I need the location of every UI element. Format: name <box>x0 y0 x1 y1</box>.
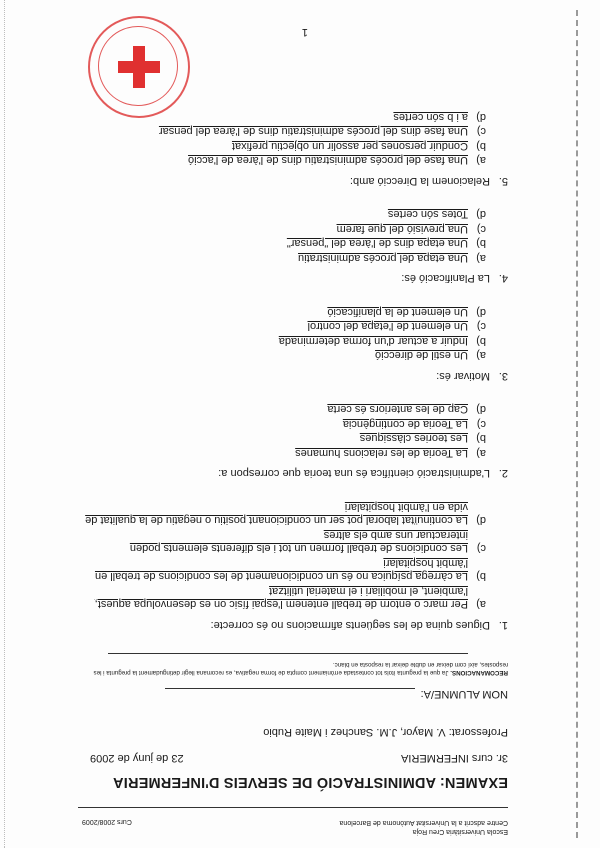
recommendations <box>78 660 508 676</box>
option-letter: b) <box>476 335 486 347</box>
answer-option[interactable] <box>78 124 486 138</box>
option-letter: a) <box>476 447 486 459</box>
option-text: Un element de la planificació <box>327 306 468 318</box>
option-letter: c) <box>476 418 486 430</box>
header-rule <box>78 807 508 808</box>
answer-option[interactable] <box>78 402 486 416</box>
question-2 <box>78 402 508 480</box>
question-stem <box>78 271 508 285</box>
answer-option[interactable] <box>78 556 486 583</box>
option-text: Induir a actuar d'un forma determinada <box>278 335 468 347</box>
exam-date: 23 de juny de 2009 <box>90 752 184 764</box>
question-3 <box>78 305 508 383</box>
question-number: 2. <box>498 467 508 480</box>
recommendations-label: RECOMANACIONS. <box>450 669 508 676</box>
student-name-label: NOM ALUMNE/A: <box>420 688 508 700</box>
question-1 <box>78 500 508 632</box>
answer-option[interactable] <box>78 500 486 527</box>
option-letter: d) <box>476 208 486 221</box>
page-edge <box>4 0 5 848</box>
answer-option[interactable] <box>78 251 486 265</box>
question-stem <box>78 174 508 188</box>
red-cross-icon-bar <box>118 61 160 73</box>
answer-option[interactable] <box>78 139 486 153</box>
answer-option[interactable] <box>78 305 486 319</box>
question-number: 5. <box>498 175 508 187</box>
answer-options <box>78 402 486 459</box>
answer-options <box>78 110 486 167</box>
option-text: Les teories clàssiques <box>359 432 468 445</box>
option-text: La Teoria de les relacions humanes <box>295 447 468 459</box>
option-letter: d) <box>476 111 486 123</box>
school-name: Escola Universitària Creu Roja <box>412 828 508 835</box>
option-letter: a) <box>476 598 486 611</box>
option-text: a i b són certes <box>393 111 468 123</box>
professors: Professorat: V. Mayor, J.M. Sanchez i Maite Rubio <box>263 726 508 738</box>
option-letter: d) <box>476 306 486 318</box>
answer-option[interactable] <box>78 348 486 362</box>
answer-option[interactable] <box>78 528 486 555</box>
exam-title: EXAMEN: ADMINISTRACIÓ DE SERVEIS D'INFERMERIA <box>112 774 508 790</box>
question-5 <box>78 110 508 188</box>
option-letter: c) <box>476 542 486 555</box>
answer-option[interactable] <box>78 236 486 250</box>
school-info <box>340 818 508 836</box>
question-text: Digues quina de les següents afirmacions no és correcte: <box>210 619 490 631</box>
option-text: Una etapa del procés administratiu <box>298 252 468 264</box>
recommendations-rule <box>108 653 468 654</box>
question-number: 1. <box>498 619 508 631</box>
question-text: La Planificació és: <box>401 272 490 285</box>
option-text: Una previsió del que farem <box>336 223 468 235</box>
question-text: Relacionem la Direcció amb: <box>350 175 490 187</box>
option-letter: b) <box>476 432 486 445</box>
option-letter: b) <box>476 570 486 583</box>
answer-option[interactable] <box>78 431 486 445</box>
option-text: Per marc o entorn de treball entenem l'espai físic on es desenvolupa aquest, l'ambient, el mobiliari i el material utilitzat <box>94 585 468 611</box>
option-letter: c) <box>476 125 486 138</box>
option-text: Totes són certes <box>387 208 468 221</box>
answer-option[interactable] <box>78 153 486 167</box>
option-text: Una fase del procés administratiu dins de l'àrea de l'acció <box>188 154 468 167</box>
school-header <box>78 796 508 838</box>
answer-option[interactable] <box>78 207 486 221</box>
student-name-row <box>78 688 508 700</box>
questions-list <box>78 110 508 632</box>
option-text: Una etapa dins de l'àrea del "pensar" <box>286 237 468 250</box>
exam-course: 3r. curs INFERMERIA <box>401 752 508 764</box>
option-letter: a) <box>476 154 486 167</box>
academic-year: Curs 2008/2009 <box>82 818 132 825</box>
option-text: Un estil de direcció <box>375 349 468 362</box>
question-stem <box>78 466 508 480</box>
red-cross-stamp <box>88 16 190 118</box>
answer-option[interactable] <box>78 417 486 431</box>
page-number: 1 <box>301 26 308 38</box>
option-text: La càrrega psíquica no és un condicionament de les condicions de treball en l'àmbit hospitalari <box>94 557 468 583</box>
answer-option[interactable] <box>78 584 486 611</box>
option-text: Cap de les anteriors és certa <box>327 403 468 416</box>
option-text: La continuïtat laboral pot ser un condicionant positiu o negatiu de la qualitat de vida en l'àmbit hospitalari <box>85 501 468 527</box>
school-affiliation: Centre adscrit a la Universitat Autònoma de Barcelona <box>339 819 508 826</box>
option-letter: b) <box>476 140 486 152</box>
exam-content <box>78 90 508 839</box>
option-letter: c) <box>476 223 486 235</box>
answer-options <box>78 207 486 264</box>
answer-option[interactable] <box>78 334 486 348</box>
question-number: 4. <box>498 272 508 285</box>
option-letter: a) <box>476 349 486 362</box>
option-text: Conduir persones per assolir un objectiu prefixat <box>231 140 468 152</box>
answer-options <box>78 305 486 362</box>
question-text: Motivar és: <box>436 370 490 382</box>
question-stem <box>78 369 508 383</box>
question-text: L'administració científica és una teoria que correspon a: <box>218 467 490 480</box>
option-letter: d) <box>476 403 486 416</box>
answer-options <box>78 500 486 611</box>
answer-option[interactable] <box>78 222 486 236</box>
option-letter: d) <box>476 514 486 527</box>
exam-meta <box>78 752 508 764</box>
option-letter: c) <box>476 320 486 333</box>
option-text: Les condicions de treball formen un tot i els diferents elements poden interactuar uns amb els altres <box>129 529 468 555</box>
answer-option[interactable] <box>78 319 486 333</box>
question-4 <box>78 207 508 285</box>
question-stem <box>78 618 508 632</box>
punched-margin <box>576 10 578 838</box>
option-letter: b) <box>476 237 486 250</box>
answer-option[interactable] <box>78 446 486 460</box>
recommendations-text: Ja que la pregunta ítols tot contestada erròniament compta de forma negativa, es recomana llegir detingudament la pregunta i les respostes, així com deixar en dubte deixar la resposta en blanc. <box>93 661 508 676</box>
question-number: 3. <box>498 370 508 382</box>
option-letter: a) <box>476 252 486 264</box>
option-text: Una fase dins del procés administratiu dins de l'àrea del pensar <box>158 125 468 138</box>
student-name-line <box>165 688 415 699</box>
option-text: Un element de l'etapa del control <box>307 320 468 333</box>
option-text: La Teoria de contingència <box>342 418 468 430</box>
